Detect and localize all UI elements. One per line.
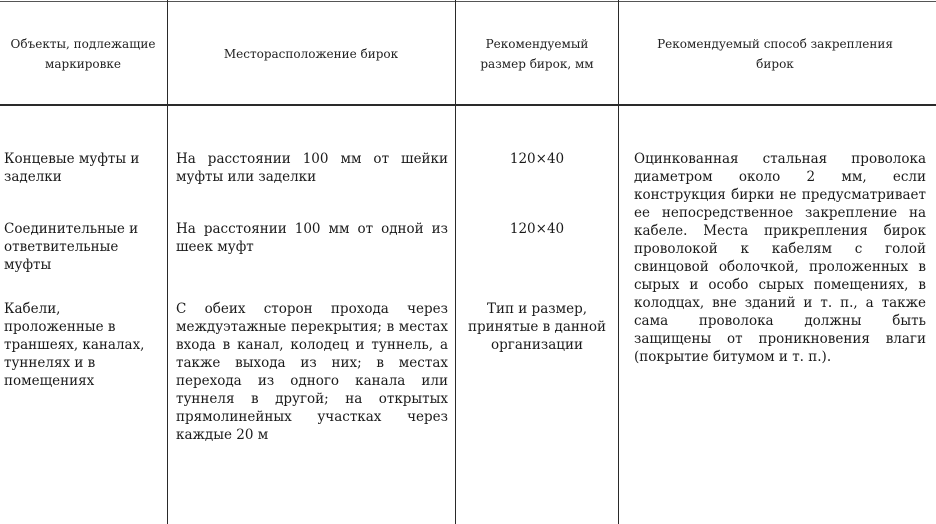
row1-object: Концевые муфты и заделки <box>4 151 140 185</box>
row3-size: Тип и размер, принятые в данной организации <box>467 301 607 353</box>
column-divider-2 <box>455 0 456 524</box>
header-objects: Объекты, подлежащие маркировке <box>10 37 156 71</box>
header-method: Рекомендуемый способ закрепления бирок <box>657 37 893 71</box>
row3-location: С обеих сторон прохода через междуэтажные перекрытия; в местах входа в канал, колодец и туннель, а также выхода из них; в местах перехода из одного канала или туннеля в другой; на открытых прямолинейных участках через каждые 20 м <box>176 301 448 443</box>
row2-size: 120×40 <box>509 221 565 237</box>
row3-object: Кабели, проложенные в траншеях, каналах, туннелях и в помещениях <box>4 301 145 389</box>
header-size: Рекомендуемый размер бирок, мм <box>480 37 594 71</box>
method-text: Оцинкованная стальная проволока диаметром около 2 мм, если конструкция бирки не предусматривает ее непосредственное закрепление на кабеле. Места прикрепления бирок проволокой к кабелям с голой свинцовой оболочкой, проложенных в сырых и особо сырых помещениях, в колодцах, вне зданий и т. п., а также сама проволока должны быть защищены от проникновения влаги (покрытие битумом и т. п.). <box>634 151 926 365</box>
table-top-rule <box>0 1 936 2</box>
row2-location: На расстоянии 100 мм от одной из шеек муфт <box>176 221 448 255</box>
header-bottom-rule <box>0 104 936 106</box>
row2-object: Соединительные и ответвительные муфты <box>4 221 139 273</box>
row1-location: На расстоянии 100 мм от шейки муфты или заделки <box>176 151 448 185</box>
column-divider-1 <box>167 0 168 524</box>
column-divider-3 <box>618 0 619 524</box>
row1-size: 120×40 <box>509 151 565 167</box>
header-location: Месторасположение бирок <box>223 47 399 61</box>
